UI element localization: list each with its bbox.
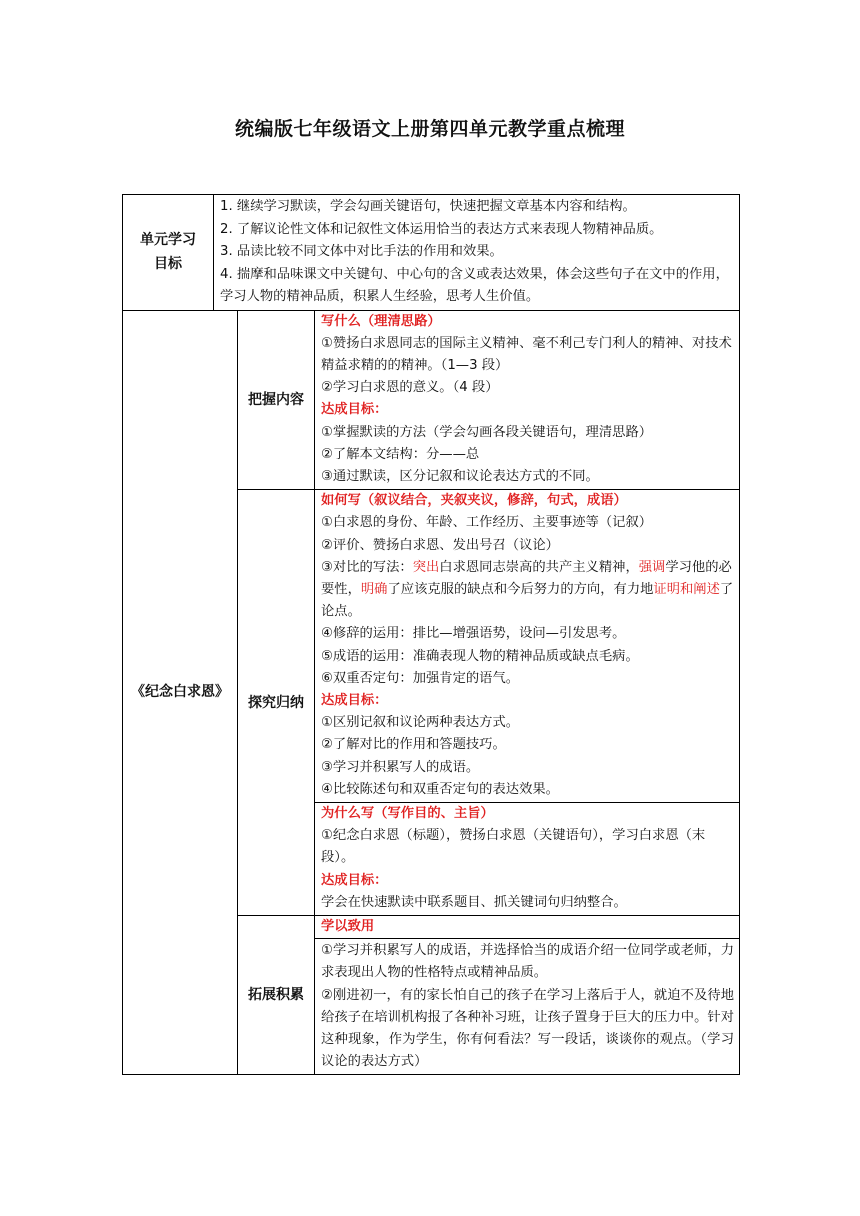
unit-goal-item: 3. 品读比较不同文体中对比手法的作用和效果。 (220, 244, 503, 259)
grasp-heading: 写什么（理清思路） (321, 313, 441, 329)
why-heading: 为什么写（写作目的、主旨） (321, 805, 494, 821)
lesson-title: 《纪念白求恩》 (123, 310, 238, 1075)
how-goal: ①区别记叙和议论两种表达方式。 (321, 715, 520, 731)
grasp-goal: ②了解本文结构：分——总 (321, 446, 480, 462)
summary-table (122, 194, 740, 1075)
highlight-word: 明确 (360, 581, 388, 597)
why-line: ①纪念白求恩（标题），赞扬白求恩（关键语句），学习白求恩（末段）。 (321, 828, 706, 866)
grasp-row (123, 310, 740, 490)
extend-label: 拓展积累 (238, 915, 315, 1074)
how-goal: ④比较陈述句和双重否定句的表达效果。 (321, 781, 559, 797)
unit-goal-item: 4. 揣摩和品味课文中关键句、中心句的含义或表达效果，体会这些句子在文中的作用，学习人物的精神品质，积累人生经验，思考人生价值。 (220, 266, 729, 304)
explore-why-content (315, 802, 740, 915)
how-line: ④修辞的运用：排比—增强语势，设问—引发思考。 (321, 626, 626, 642)
why-goal: 学会在快速默读中联系题目、抓关键词句归纳整合。 (321, 894, 627, 910)
how-line: ⑥双重否定句：加强肯定的语气。 (321, 670, 520, 686)
how-heading: 如何写（叙议结合，夹叙夹议，修辞，句式，成语） (321, 493, 627, 509)
unit-goal-item: 2. 了解议论性文体和记叙性文体运用恰当的表达方式来表现人物精神品质。 (220, 221, 663, 237)
how-line: ①白求恩的身份、年龄、工作经历、主要事迹等（记叙） (321, 515, 653, 531)
extend-content (315, 915, 740, 1074)
extend-line: ①学习并积累写人的成语，并选择恰当的成语介绍一位同学或老师，力求表现出人物的性格特点或精神品质。 (321, 943, 735, 981)
grasp-goal: ③通过默读，区分记叙和议论表达方式的不同。 (321, 468, 599, 484)
page-title: 统编版七年级语文上册第四单元教学重点梳理 (234, 118, 625, 140)
grasp-line: ①赞扬白求恩同志的国际主义精神、毫不利己专门利人的精神、对技术精益求精的的精神。（1—3 段） (321, 335, 732, 373)
how-line: ②评价、赞扬白求恩、发出号召（议论） (321, 537, 559, 553)
extend-heading: 学以致用 (315, 916, 739, 939)
grasp-content (315, 310, 740, 490)
grasp-goal-heading: 达成目标： (321, 402, 388, 418)
how-goal: ②了解对比的作用和答题技巧。 (321, 737, 506, 753)
how-line: ⑤成语的运用：准确表现人物的精神品质或缺点毛病。 (321, 648, 639, 664)
highlight-word: 突出 (412, 559, 440, 575)
grasp-goal: ①掌握默读的方法（学会勾画各段关键语句，理清思路） (321, 424, 653, 440)
unit-goals-header: 单元学习 目标 (123, 195, 214, 311)
highlight-word: 强调 (638, 559, 666, 575)
extend-line: ②刚进初一，有的家长怕自己的孩子在学习上落后于人，就迫不及待地给孩子在培训机构报了各种补习班，让孩子置身于巨大的压力中。针对这种现象，作为学生，你有何看法？写一段话，谈谈你的观点。（学习议论的表达方式） (321, 987, 735, 1070)
unit-goals-list (214, 195, 740, 311)
how-line-contrast: ③对比的写法：突出白求恩同志崇高的共产主义精神，强调学习他的必要性，明确了应该克服的缺点和今后努力的方向，有力地证明和阐述了论点。 (321, 559, 734, 620)
unit-goal-item: 1. 继续学习默读，学会勾画关键语句，快速把握文章基本内容和结构。 (220, 199, 636, 214)
grasp-line: ②学习白求恩的意义。（4 段） (321, 380, 499, 396)
how-goal-heading: 达成目标： (321, 692, 388, 708)
grasp-label: 把握内容 (238, 310, 315, 490)
why-goal-heading: 达成目标： (321, 872, 388, 888)
explore-how-content (315, 490, 740, 803)
how-goal: ③学习并积累写人的成语。 (321, 759, 480, 775)
unit-goals-row (123, 195, 740, 311)
explore-label: 探究归纳 (238, 490, 315, 916)
highlight-word: 证明和阐述 (653, 581, 720, 597)
